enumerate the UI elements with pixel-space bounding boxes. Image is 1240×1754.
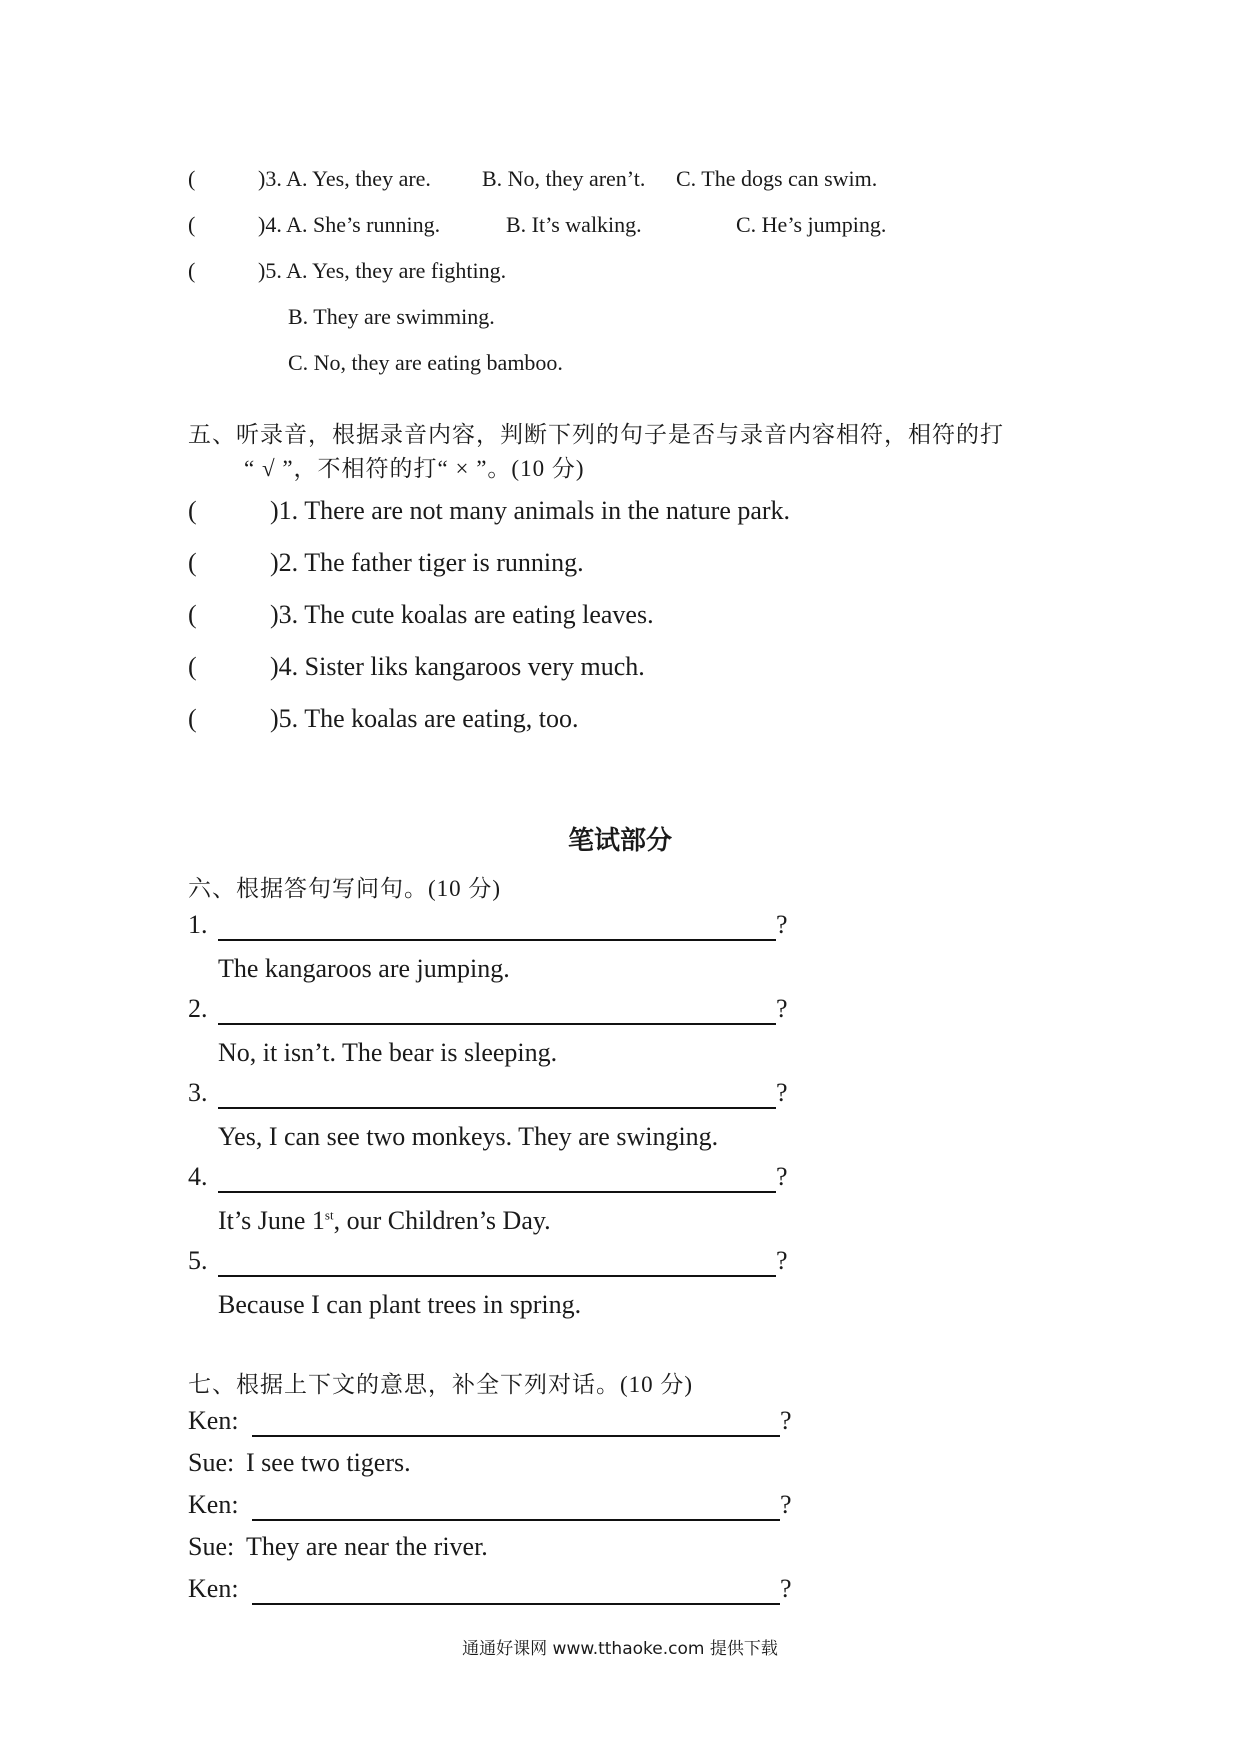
s5-item-2: )2. The father tiger is running. — [270, 548, 584, 577]
s6-answer-3: Yes, I can see two monkeys. They are swinging. — [218, 1122, 719, 1151]
s6-num-5: 5. — [188, 1246, 208, 1275]
s5-heading-line1: 五、听录音，根据录音内容，判断下列的句子是否与录音内容相符，相符的打 — [188, 422, 1004, 447]
s7-speaker-4: Sue: — [188, 1532, 235, 1561]
s4-paren-5: ( — [188, 258, 196, 283]
s6-blank-1[interactable] — [218, 938, 776, 941]
s6-answer-4-sup: st — [324, 1207, 334, 1223]
s4-item-4-b: B. It’s walking. — [506, 212, 642, 237]
s5-paren: ( — [188, 496, 197, 525]
s7-qmark-3: ? — [780, 1490, 792, 1519]
s5-paren: ( — [188, 600, 197, 629]
s4-item-4-c: C. He’s jumping. — [736, 212, 887, 237]
s5-item-3: )3. The cute koalas are eating leaves. — [270, 600, 654, 629]
s6-num-3: 3. — [188, 1078, 208, 1107]
s5-heading-line2: “ √ ”，不相符的打“ × ”。(10 分) — [244, 456, 585, 481]
footer-credit: 通通好课网 www.tthaoke.com 提供下载 — [462, 1639, 778, 1659]
s7-speaker-3: Ken: — [188, 1490, 239, 1519]
s6-answer-4-post: , our Children’s Day. — [333, 1206, 551, 1235]
s7-qmark-5: ? — [780, 1574, 792, 1603]
s6-num-2: 2. — [188, 994, 208, 1023]
s7-blank-5[interactable] — [252, 1602, 780, 1605]
s6-num-4: 4. — [188, 1162, 208, 1191]
s4-item-5-c: C. No, they are eating bamboo. — [288, 350, 563, 375]
s6-answer-2: No, it isn’t. The bear is sleeping. — [218, 1038, 558, 1067]
s7-blank-1[interactable] — [252, 1434, 780, 1437]
s6-blank-3[interactable] — [218, 1106, 776, 1109]
s4-item-3-c: C. The dogs can swim. — [676, 166, 878, 191]
s6-blank-4[interactable] — [218, 1190, 776, 1193]
s4-item-4-a: )4. A. She’s running. — [258, 212, 441, 237]
s7-qmark-1: ? — [780, 1406, 792, 1435]
s5-item-1: )1. There are not many animals in the nature park. — [270, 496, 791, 525]
s6-blank-5[interactable] — [218, 1274, 776, 1277]
s7-speaker-1: Ken: — [188, 1406, 239, 1435]
s6-num-1: 1. — [188, 910, 208, 939]
s4-item-5-b: B. They are swimming. — [288, 304, 495, 329]
s5-paren: ( — [188, 548, 197, 577]
s6-answer-4-pre: It’s June 1 — [218, 1206, 325, 1235]
s6-answer-5: Because I can plant trees in spring. — [218, 1290, 582, 1319]
s5-paren: ( — [188, 652, 197, 681]
s6-qmark-3: ? — [776, 1078, 788, 1107]
s4-paren-3: ( — [188, 166, 196, 191]
page-title: 笔试部分 — [567, 826, 672, 856]
s6-blank-2[interactable] — [218, 1022, 776, 1025]
s6-qmark-5: ? — [776, 1246, 788, 1275]
s7-text-4: They are near the river. — [246, 1532, 488, 1561]
s6-qmark-1: ? — [776, 910, 788, 939]
s6-qmark-4: ? — [776, 1162, 788, 1191]
s4-item-3-a: )3. A. Yes, they are. — [258, 166, 431, 191]
s6-qmark-2: ? — [776, 994, 788, 1023]
s7-heading: 七、根据上下文的意思，补全下列对话。(10 分) — [188, 1372, 694, 1397]
s7-blank-3[interactable] — [252, 1518, 780, 1521]
s6-answer-4 — [218, 1206, 551, 1236]
s4-paren-4: ( — [188, 212, 196, 237]
s6-answer-1: The kangaroos are jumping. — [218, 954, 510, 983]
s5-item-4: )4. Sister liks kangaroos very much. — [270, 652, 645, 681]
s7-text-2: I see two tigers. — [246, 1448, 411, 1477]
s5-item-5: )5. The koalas are eating, too. — [270, 704, 579, 733]
s4-item-3-b: B. No, they aren’t. — [482, 166, 646, 191]
s7-speaker-5: Ken: — [188, 1574, 239, 1603]
s6-heading: 六、根据答句写问句。(10 分) — [188, 876, 502, 901]
s7-speaker-2: Sue: — [188, 1448, 235, 1477]
s4-item-5-a: )5. A. Yes, they are fighting. — [258, 258, 507, 283]
s5-paren: ( — [188, 704, 197, 733]
